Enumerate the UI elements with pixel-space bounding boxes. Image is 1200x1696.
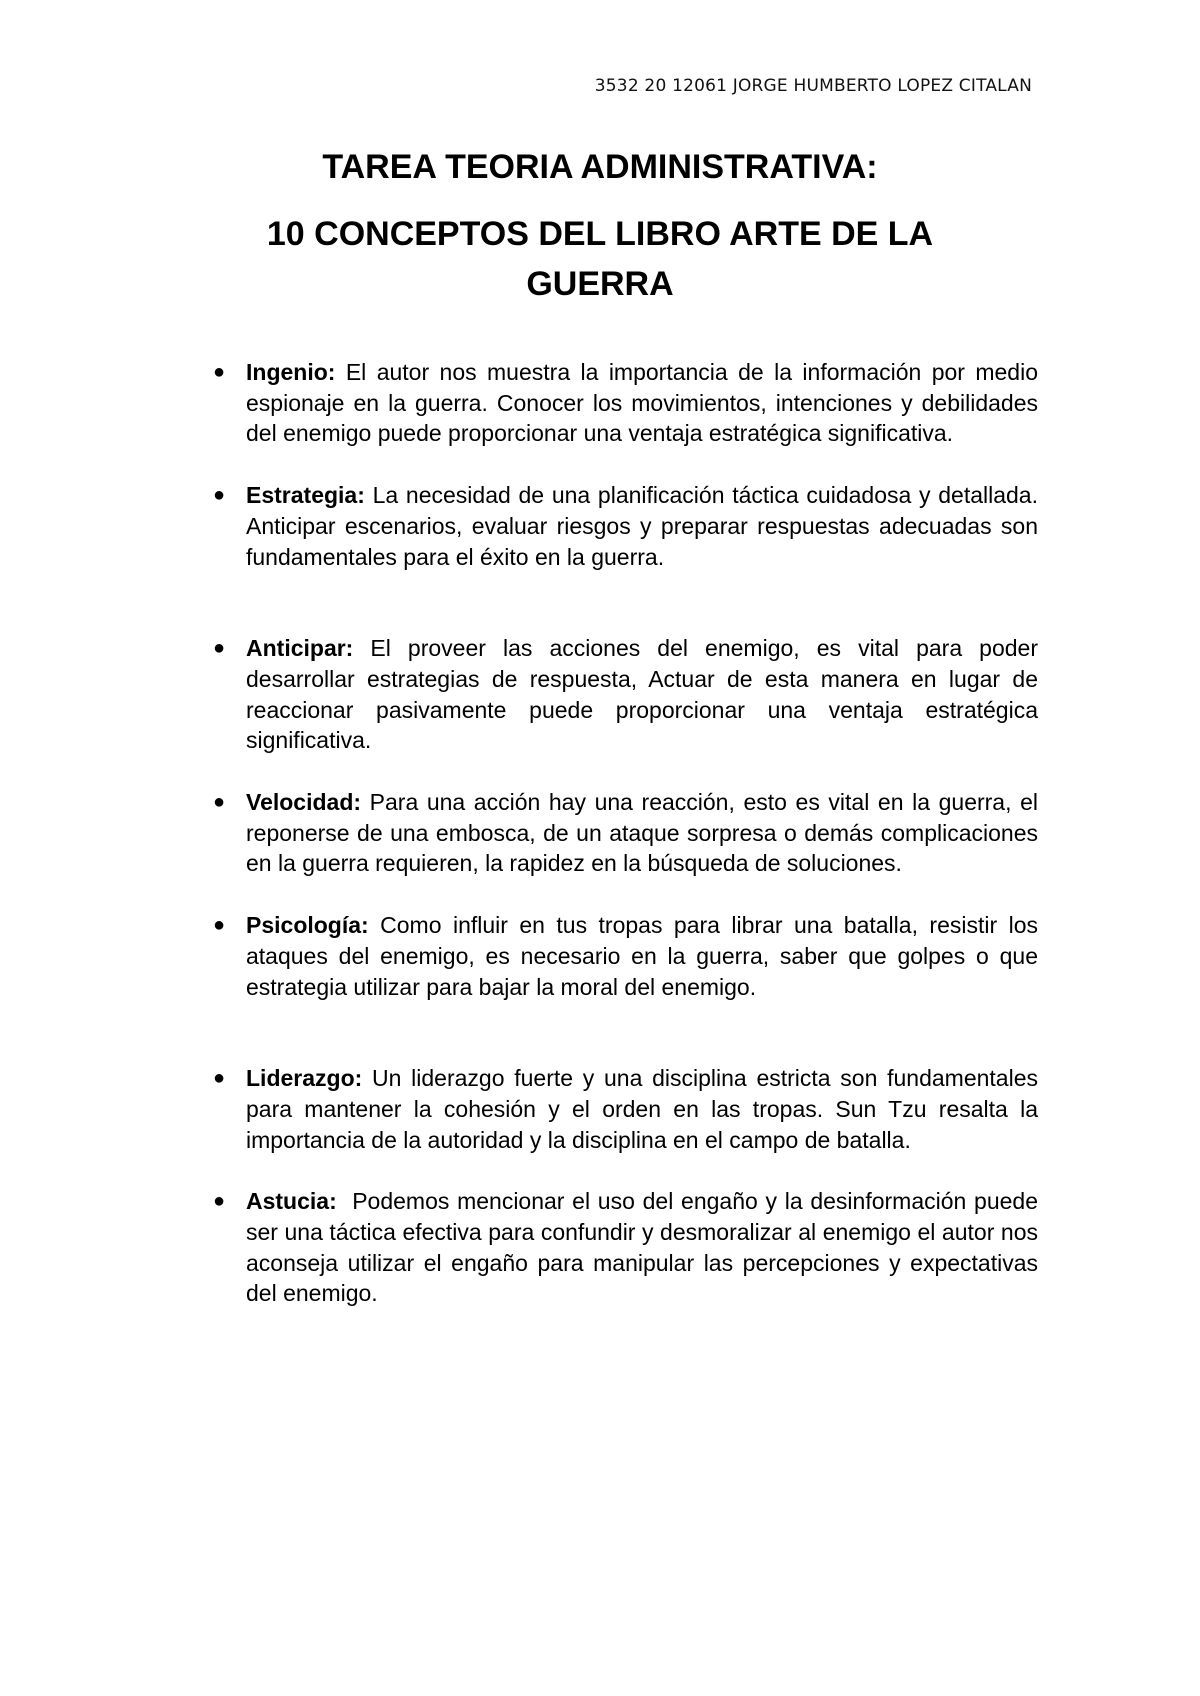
concept-term: Anticipar:	[246, 635, 354, 662]
concept-term: Astucia:	[246, 1188, 337, 1215]
author-header: 3532 20 12061 JORGE HUMBERTO LOPEZ CITALAN	[594, 76, 1032, 96]
concept-list	[205, 357, 1045, 1309]
concept-text: Para una acción hay una reacción, esto es vital en la guerra, el reponerse de una embosca, de un ataque sorpresa o demás complicaciones en la guerra requieren, la rapidez en la búsqueda de soluciones.	[246, 789, 1038, 877]
concept-item-anticipar	[205, 633, 1038, 756]
concept-text: Un liderazgo fuerte y una disciplina estricta son fundamentales para mantener la cohesión y el orden en las tropas. Sun Tzu resalta la importancia de la autoridad y la disciplina en el campo de batalla.	[246, 1065, 1038, 1153]
title-line-2: 10 CONCEPTOS DEL LIBRO ARTE DE LA GUERRA	[266, 215, 934, 303]
concept-item-psicologia	[205, 910, 1038, 1002]
bullet-icon: ●	[213, 1190, 226, 1213]
bullet-icon: ●	[213, 637, 226, 660]
concept-term: Ingenio:	[246, 359, 336, 385]
concept-text: El proveer las acciones del enemigo, es vital para poder desarrollar estrategias de respuesta, Actuar de esta manera en lugar de reaccionar pasivamente puede proporcionar una ventaja estratégica significativa.	[246, 635, 1038, 754]
bullet-icon: ●	[213, 484, 226, 507]
concept-item-astucia	[205, 1186, 1045, 1309]
document-title	[0, 147, 1200, 309]
concept-text: Como influir en tus tropas para librar una batalla, resistir los ataques del enemigo, es necesario en la guerra, saber que golpes o que estrategia utilizar para bajar la moral del enemigo.	[246, 912, 1038, 1000]
concept-item-ingenio	[205, 357, 1038, 449]
concept-item-liderazgo	[205, 1063, 1038, 1155]
bullet-icon: ●	[213, 791, 226, 814]
bullet-icon: ●	[213, 914, 226, 937]
concept-item-velocidad	[205, 787, 1038, 879]
concept-text: La necesidad de una planificación táctica cuidadosa y detallada. Anticipar escenarios, evaluar riesgos y preparar respuestas adecuadas son fundamentales para el éxito en la guerra.	[246, 482, 1038, 570]
concept-text: El autor nos muestra la importancia de la información por medio espionaje en la guerra. Conocer los movimientos, intenciones y debilidades del enemigo puede proporcionar una ventaja estratégica significativa.	[246, 359, 1038, 447]
concept-term: Estrategia:	[246, 482, 365, 509]
concept-term: Psicología:	[246, 912, 369, 939]
concept-text: Podemos mencionar el uso del engaño y la desinformación puede ser una táctica efectiva para confundir y desmoralizar al enemigo el autor nos aconseja utilizar el engaño para manipular las percepciones y expectativas del enemigo.	[246, 1188, 1045, 1307]
bullet-icon: ●	[213, 361, 226, 383]
title-line-1: TAREA TEORIA ADMINISTRATIVA:	[322, 148, 878, 186]
concept-term: Liderazgo:	[246, 1065, 363, 1092]
concept-term: Velocidad:	[246, 789, 362, 816]
bullet-icon: ●	[213, 1067, 226, 1090]
concept-item-estrategia	[205, 480, 1038, 572]
